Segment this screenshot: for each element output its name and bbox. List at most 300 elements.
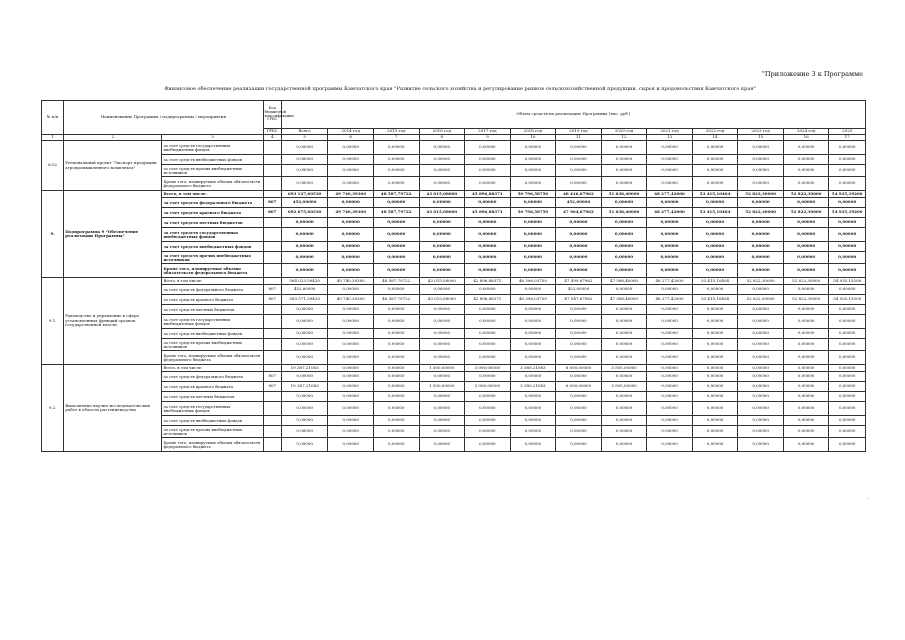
year-header: 2025 bbox=[829, 129, 866, 135]
amount-cell: 0,00000 bbox=[829, 242, 866, 252]
amount-cell: 0,00000 bbox=[738, 285, 784, 295]
amount-cell: 0,00000 bbox=[328, 242, 374, 252]
amount-cell: 0,00000 bbox=[510, 351, 556, 365]
amount-cell: 0,00000 bbox=[783, 198, 829, 208]
amount-cell: 0,00000 bbox=[601, 252, 647, 264]
amount-cell: 0,00000 bbox=[419, 372, 465, 382]
amount-cell: 0,00000 bbox=[510, 242, 556, 252]
year-header: 2023 год bbox=[738, 129, 784, 135]
financing-table bbox=[41, 100, 866, 452]
amount-cell: 0,00000 bbox=[692, 177, 738, 191]
amount-cell: 0,00000 bbox=[373, 329, 419, 339]
amount-cell: 51 038,40000 bbox=[601, 208, 647, 218]
table-row bbox=[42, 295, 866, 305]
amount-cell: 0,00000 bbox=[647, 198, 693, 208]
grbs-code bbox=[263, 278, 281, 285]
amount-cell: 0,00000 bbox=[829, 402, 866, 416]
amount-cell: 0,00000 bbox=[783, 372, 829, 382]
column-index: 6 bbox=[328, 135, 374, 141]
funding-source: Кроме того, планируемые объемы обязательств федерального бюджета bbox=[162, 264, 263, 278]
program-name: Выполнение научно-исследовательских работ в области растениеводства bbox=[64, 365, 162, 452]
amount-cell: 0,00000 bbox=[328, 438, 374, 452]
amount-cell: 0,00000 bbox=[328, 392, 374, 402]
amount-cell: 0,00000 bbox=[829, 438, 866, 452]
amount-cell: 0,00000 bbox=[738, 228, 784, 242]
amount-cell: 0,00000 bbox=[510, 392, 556, 402]
funding-source: за счет средств внебюджетных фондов bbox=[162, 416, 263, 426]
row-number: 9.2. bbox=[42, 365, 64, 452]
amount-cell: 0,00000 bbox=[373, 242, 419, 252]
amount-cell: 0,00000 bbox=[829, 228, 866, 242]
year-header: 2014 год bbox=[328, 129, 374, 135]
amount-cell: 0,00000 bbox=[465, 198, 511, 208]
amount-cell: 0,00000 bbox=[465, 218, 511, 228]
col-grbs-header: Код бюджетной классификации ГРБС bbox=[263, 101, 281, 129]
amount-cell: 0,00000 bbox=[738, 264, 784, 278]
table-row bbox=[42, 228, 866, 242]
funding-source: за счет средств внебюджетных фондов bbox=[162, 242, 263, 252]
table-row bbox=[42, 141, 866, 155]
column-index: 12 bbox=[601, 135, 647, 141]
amount-cell: 0,00000 bbox=[465, 416, 511, 426]
col-grbs-short: ГРБС bbox=[263, 129, 281, 135]
amount-cell: 692 675,60530 bbox=[281, 208, 328, 218]
amount-cell: 0,00000 bbox=[647, 402, 693, 416]
amount-cell: 0,00000 bbox=[328, 177, 374, 191]
amount-cell: 0,00000 bbox=[647, 228, 693, 242]
amount-cell: 47 586,40000 bbox=[601, 295, 647, 305]
amount-cell: 0,00000 bbox=[556, 392, 602, 402]
amount-cell: 0,00000 bbox=[647, 416, 693, 426]
amount-cell: 52 822,30000 bbox=[783, 278, 829, 285]
table-row bbox=[42, 382, 866, 392]
amount-cell: 0,00000 bbox=[373, 141, 419, 155]
grbs-code bbox=[263, 365, 281, 372]
amount-cell: 0,00000 bbox=[647, 264, 693, 278]
funding-source: Всего, в том числе: bbox=[162, 365, 263, 372]
amount-cell: 0,00000 bbox=[601, 438, 647, 452]
amount-cell: 0,00000 bbox=[328, 155, 374, 165]
amount-cell: 0,00000 bbox=[692, 218, 738, 228]
grbs-code bbox=[263, 351, 281, 365]
amount-cell: 0,00000 bbox=[783, 165, 829, 177]
amount-cell: 0,00000 bbox=[783, 382, 829, 392]
amount-cell: 0,00000 bbox=[783, 155, 829, 165]
amount-cell: 0,00000 bbox=[692, 416, 738, 426]
table-row bbox=[42, 351, 866, 365]
amount-cell: 0,00000 bbox=[692, 392, 738, 402]
amount-cell: 0,00000 bbox=[510, 402, 556, 416]
amount-cell: 0,00000 bbox=[419, 438, 465, 452]
grbs-code bbox=[263, 339, 281, 351]
amount-cell: 0,00000 bbox=[465, 242, 511, 252]
amount-cell: 48 277,42000 bbox=[647, 191, 693, 198]
amount-cell: 0,00000 bbox=[510, 315, 556, 329]
amount-cell: 0,00000 bbox=[328, 165, 374, 177]
amount-cell: 0,00000 bbox=[829, 285, 866, 295]
grbs-code: 807 bbox=[263, 285, 281, 295]
amount-cell: 0,00000 bbox=[692, 315, 738, 329]
table-row bbox=[42, 165, 866, 177]
amount-cell: 0,00000 bbox=[419, 305, 465, 315]
program-name: Руководство и управление в сфере установленных функций органов государственной власти bbox=[64, 278, 162, 365]
amount-cell: 0,00000 bbox=[373, 438, 419, 452]
funding-source: за счет средств государственных внебюджетных фондов bbox=[162, 228, 263, 242]
column-index: 4 bbox=[263, 135, 281, 141]
funding-source: за счет средств прочих внебюджетных источников bbox=[162, 339, 263, 351]
column-index: 8 bbox=[419, 135, 465, 141]
amount-cell: 0,00000 bbox=[510, 264, 556, 278]
amount-cell: 0,00000 bbox=[465, 252, 511, 264]
amount-cell: 0,00000 bbox=[328, 416, 374, 426]
amount-cell: 0,00000 bbox=[692, 402, 738, 416]
column-index: 7 bbox=[373, 135, 419, 141]
amount-cell: 43 015,08000 bbox=[419, 295, 465, 305]
amount-cell: 53 415,10404 bbox=[692, 191, 738, 198]
year-header: 2018 год bbox=[510, 129, 556, 135]
amount-cell: 0,00000 bbox=[601, 315, 647, 329]
funding-source: за счет средств местных бюджетов bbox=[162, 305, 263, 315]
table-body bbox=[42, 141, 866, 452]
amount-cell: 1 500,00000 bbox=[419, 382, 465, 392]
amount-cell: 0,00000 bbox=[419, 426, 465, 438]
amount-cell: 0,00000 bbox=[556, 165, 602, 177]
amount-cell: 0,00000 bbox=[738, 392, 784, 402]
amount-cell: 0,00000 bbox=[556, 438, 602, 452]
amount-cell: 0,00000 bbox=[556, 339, 602, 351]
amount-cell: 0,00000 bbox=[692, 165, 738, 177]
amount-cell: 50 796,58750 bbox=[510, 191, 556, 198]
amount-cell: 0,00000 bbox=[738, 315, 784, 329]
funding-source: за счет средств государственных внебюджетных фондов bbox=[162, 141, 263, 155]
grbs-code bbox=[263, 438, 281, 452]
amount-cell: 0,00000 bbox=[601, 305, 647, 315]
amount-cell: 0,00000 bbox=[829, 372, 866, 382]
amount-cell: 0,00000 bbox=[281, 339, 328, 351]
amount-cell: 0,00000 bbox=[556, 329, 602, 339]
amount-cell: 0,00000 bbox=[738, 351, 784, 365]
amount-cell: 0,00000 bbox=[281, 438, 328, 452]
amount-cell: 0,00000 bbox=[647, 438, 693, 452]
amount-cell: 0,00000 bbox=[601, 165, 647, 177]
amount-cell: 0,00000 bbox=[510, 198, 556, 208]
amount-cell: 47 047,67962 bbox=[556, 295, 602, 305]
amount-cell: 3 505,00000 bbox=[601, 365, 647, 372]
amount-cell: 0,00000 bbox=[328, 315, 374, 329]
amount-cell: 49 740,39300 bbox=[328, 191, 374, 198]
amount-cell: 51 038,40000 bbox=[601, 191, 647, 198]
amount-cell: 0,00000 bbox=[556, 426, 602, 438]
amount-cell: 0,00000 bbox=[647, 365, 693, 372]
table-row bbox=[42, 372, 866, 382]
table-row bbox=[42, 285, 866, 295]
amount-cell: 0,00000 bbox=[328, 426, 374, 438]
amount-cell: 0,00000 bbox=[281, 315, 328, 329]
amount-cell: 0,00000 bbox=[783, 402, 829, 416]
amount-cell: 0,00000 bbox=[465, 329, 511, 339]
amount-cell: 0,00000 bbox=[783, 285, 829, 295]
amount-cell: 0,00000 bbox=[281, 351, 328, 365]
amount-cell: 0,00000 bbox=[829, 141, 866, 155]
amount-cell: 0,00000 bbox=[692, 339, 738, 351]
amount-cell: 0,00000 bbox=[692, 438, 738, 452]
funding-source: Кроме того, планируемые объемы обязательств федерального бюджета bbox=[162, 351, 263, 365]
amount-cell: 0,00000 bbox=[647, 242, 693, 252]
amount-cell: 53 415,10404 bbox=[692, 278, 738, 285]
amount-cell: 0,00000 bbox=[647, 285, 693, 295]
amount-cell: 3 000,00000 bbox=[465, 382, 511, 392]
amount-cell: 584 023,59420 bbox=[281, 278, 328, 285]
amount-cell: 0,00000 bbox=[829, 392, 866, 402]
year-header: 2024 год bbox=[783, 129, 829, 135]
amount-cell: 0,00000 bbox=[373, 264, 419, 278]
amount-cell: 48 416,67962 bbox=[556, 191, 602, 198]
amount-cell: 3 000,00000 bbox=[465, 365, 511, 372]
column-index: 13 bbox=[647, 135, 693, 141]
amount-cell: 0,00000 bbox=[465, 426, 511, 438]
amount-cell: 0,00000 bbox=[465, 339, 511, 351]
document-caption: Финансовое обеспечение реализации государственной программы Камчатского края "Развитие сельского хозяйства и регулирование рынков сельскохозяйственной продукции, сырья и продовольствия Камчатского края" bbox=[164, 86, 756, 92]
funding-source: за счет средств внебюджетных фондов bbox=[162, 155, 263, 165]
amount-cell: 0,00000 bbox=[692, 252, 738, 264]
amount-cell: 0,00000 bbox=[829, 339, 866, 351]
amount-cell: 0,00000 bbox=[601, 141, 647, 155]
column-index: 11 bbox=[556, 135, 602, 141]
amount-cell: 45 896,88371 bbox=[465, 191, 511, 198]
grbs-code: 807 bbox=[263, 372, 281, 382]
amount-cell: 0,00000 bbox=[829, 416, 866, 426]
amount-cell: 0,00000 bbox=[373, 252, 419, 264]
amount-cell: 0,00000 bbox=[419, 198, 465, 208]
funding-source: за счет средств прочих внебюджетных источников bbox=[162, 165, 263, 177]
funding-source: за счет средств прочих внебюджетных источников bbox=[162, 252, 263, 264]
funding-source: Всего, в том числе: bbox=[162, 278, 263, 285]
amount-cell: 0,00000 bbox=[692, 426, 738, 438]
amount-cell: 0,00000 bbox=[783, 242, 829, 252]
amount-cell: 0,00000 bbox=[738, 252, 784, 264]
amount-cell: 0,00000 bbox=[373, 416, 419, 426]
amount-cell: 48 277,42000 bbox=[647, 278, 693, 285]
amount-cell: 0,00000 bbox=[829, 252, 866, 264]
amount-cell: 53 415,10404 bbox=[692, 208, 738, 218]
amount-cell: 0,00000 bbox=[373, 305, 419, 315]
amount-cell: 0,00000 bbox=[281, 177, 328, 191]
amount-cell: 0,00000 bbox=[419, 402, 465, 416]
amount-cell: 0,00000 bbox=[373, 315, 419, 329]
amount-cell: 0,00000 bbox=[829, 264, 866, 278]
table-row bbox=[42, 392, 866, 402]
amount-cell: 0,00000 bbox=[281, 305, 328, 315]
amount-cell: 0,00000 bbox=[419, 218, 465, 228]
amount-cell: 0,00000 bbox=[601, 351, 647, 365]
amount-cell: 0,00000 bbox=[510, 218, 556, 228]
amount-cell: 3 380,21083 bbox=[510, 365, 556, 372]
amount-cell: 0,00000 bbox=[783, 141, 829, 155]
amount-cell: 0,00000 bbox=[783, 426, 829, 438]
amount-cell: 0,00000 bbox=[510, 329, 556, 339]
amount-cell: 0,00000 bbox=[419, 416, 465, 426]
amount-cell: 43 015,08000 bbox=[419, 278, 465, 285]
amount-cell: 0,00000 bbox=[601, 329, 647, 339]
amount-cell: 0,00000 bbox=[692, 264, 738, 278]
amount-cell: 0,00000 bbox=[556, 416, 602, 426]
funding-source: за счет средств краевого бюджета bbox=[162, 382, 263, 392]
amount-cell: 0,00000 bbox=[829, 218, 866, 228]
grbs-code bbox=[263, 165, 281, 177]
amount-cell: 0,00000 bbox=[510, 155, 556, 165]
column-index: 16 bbox=[783, 135, 829, 141]
amount-cell: 0,00000 bbox=[738, 438, 784, 452]
amount-cell: 43 015,08000 bbox=[419, 208, 465, 218]
table-row bbox=[42, 339, 866, 351]
amount-cell: 0,00000 bbox=[556, 242, 602, 252]
grbs-code bbox=[263, 426, 281, 438]
amount-cell: 0,00000 bbox=[510, 177, 556, 191]
funding-source: Всего, в том числе: bbox=[162, 191, 263, 198]
grbs-code bbox=[263, 155, 281, 165]
amount-cell: 0,00000 bbox=[281, 242, 328, 252]
amount-cell: 0,00000 bbox=[510, 252, 556, 264]
amount-cell: 0,00000 bbox=[510, 372, 556, 382]
amount-cell: 53 415,10404 bbox=[692, 295, 738, 305]
amount-cell: 0,00000 bbox=[738, 426, 784, 438]
funding-source: за счет средств краевого бюджета bbox=[162, 208, 263, 218]
amount-cell: 0,00000 bbox=[601, 416, 647, 426]
table-row bbox=[42, 365, 866, 372]
funding-source: за счет средств внебюджетных фондов bbox=[162, 329, 263, 339]
amount-cell: 0,00000 bbox=[601, 218, 647, 228]
amount-cell: 0,00000 bbox=[829, 198, 866, 208]
row-number: 6.02 bbox=[42, 141, 64, 191]
amount-cell: 0,00000 bbox=[647, 165, 693, 177]
amount-cell: 52 822,30000 bbox=[738, 208, 784, 218]
amount-cell: 47 499,67962 bbox=[556, 278, 602, 285]
amount-cell: 42 896,88371 bbox=[465, 278, 511, 285]
amount-cell: 0,00000 bbox=[556, 155, 602, 165]
funding-source: за счет средств государственных внебюджетных фондов bbox=[162, 402, 263, 416]
amount-cell: 0,00000 bbox=[738, 177, 784, 191]
amount-cell: 0,00000 bbox=[601, 426, 647, 438]
amount-cell: 0,00000 bbox=[829, 351, 866, 365]
funding-source: за счет средств местных бюджетов bbox=[162, 392, 263, 402]
funding-source: за счет средств федерального бюджета bbox=[162, 372, 263, 382]
amount-cell: 0,00000 bbox=[647, 426, 693, 438]
amount-cell: 0,00000 bbox=[328, 198, 374, 208]
amount-cell: 0,00000 bbox=[738, 242, 784, 252]
grbs-code bbox=[263, 315, 281, 329]
amount-cell: 0,00000 bbox=[738, 329, 784, 339]
amount-cell: 0,00000 bbox=[556, 228, 602, 242]
amount-cell: 0,00000 bbox=[328, 402, 374, 416]
amount-cell: 0,00000 bbox=[281, 426, 328, 438]
amount-cell: 0,00000 bbox=[692, 351, 738, 365]
amount-cell: 0,00000 bbox=[783, 315, 829, 329]
amount-cell: 0,00000 bbox=[465, 165, 511, 177]
amount-cell: 52 822,30000 bbox=[738, 191, 784, 198]
amount-cell: 0,00000 bbox=[647, 351, 693, 365]
table-row bbox=[42, 218, 866, 228]
amount-cell: 0,00000 bbox=[556, 141, 602, 155]
amount-cell: 0,00000 bbox=[373, 285, 419, 295]
amount-cell: 0,00000 bbox=[601, 372, 647, 382]
amount-cell: 0,00000 bbox=[281, 218, 328, 228]
amount-cell: 0,00000 bbox=[281, 402, 328, 416]
amount-cell: 0,00000 bbox=[829, 315, 866, 329]
amount-cell: 0,00000 bbox=[783, 218, 829, 228]
amount-cell: 0,00000 bbox=[373, 228, 419, 242]
grbs-code bbox=[263, 305, 281, 315]
amount-cell: 0,00000 bbox=[510, 426, 556, 438]
amount-cell: 0,00000 bbox=[829, 382, 866, 392]
table-row bbox=[42, 315, 866, 329]
amount-cell: 0,00000 bbox=[601, 242, 647, 252]
amount-cell: 48 587,79722 bbox=[373, 278, 419, 285]
grbs-code: 807 bbox=[263, 382, 281, 392]
amount-cell: 0,00000 bbox=[373, 351, 419, 365]
grbs-code bbox=[263, 242, 281, 252]
amount-cell: 0,00000 bbox=[510, 141, 556, 155]
grbs-code bbox=[263, 416, 281, 426]
amount-cell: 0,00000 bbox=[647, 305, 693, 315]
table-row bbox=[42, 305, 866, 315]
column-index: 9 bbox=[465, 135, 511, 141]
amount-cell: 0,00000 bbox=[419, 285, 465, 295]
grbs-code bbox=[263, 264, 281, 278]
amount-cell: 48 277,42000 bbox=[647, 295, 693, 305]
funding-source: Кроме того, планируемые объемы обязательств федерального бюджета bbox=[162, 438, 263, 452]
amount-cell: 0,00000 bbox=[601, 264, 647, 278]
amount-cell: 46 396,03750 bbox=[510, 295, 556, 305]
amount-cell: 0,00000 bbox=[556, 305, 602, 315]
amount-cell: 0,00000 bbox=[738, 402, 784, 416]
grbs-code: 807 bbox=[263, 198, 281, 208]
amount-cell: 48 587,79722 bbox=[373, 191, 419, 198]
amount-cell: 0,00000 bbox=[373, 177, 419, 191]
table-row bbox=[42, 264, 866, 278]
amount-cell: 0,00000 bbox=[465, 155, 511, 165]
amount-cell: 1 500,00000 bbox=[419, 365, 465, 372]
amount-cell: 0,00000 bbox=[647, 329, 693, 339]
amount-cell: 0,00000 bbox=[692, 228, 738, 242]
amount-cell: 0,00000 bbox=[647, 372, 693, 382]
amount-cell: 0,00000 bbox=[783, 416, 829, 426]
amount-cell: 0,00000 bbox=[373, 426, 419, 438]
amount-cell: 0,00000 bbox=[692, 242, 738, 252]
amount-cell: 0,00000 bbox=[419, 252, 465, 264]
table-row bbox=[42, 191, 866, 198]
grbs-code bbox=[263, 329, 281, 339]
amount-cell: 0,00000 bbox=[465, 177, 511, 191]
amount-cell: 0,00000 bbox=[783, 351, 829, 365]
amount-cell: 3 380,21083 bbox=[510, 382, 556, 392]
amount-cell: 0,00000 bbox=[465, 141, 511, 155]
amount-cell: 0,00000 bbox=[647, 382, 693, 392]
table-row bbox=[42, 155, 866, 165]
amount-cell: 452,00000 bbox=[281, 198, 328, 208]
amount-cell: 0,00000 bbox=[556, 351, 602, 365]
column-index: 17 bbox=[829, 135, 866, 141]
amount-cell: 0,00000 bbox=[328, 351, 374, 365]
amount-cell: 0,00000 bbox=[373, 155, 419, 165]
amount-cell: 0,00000 bbox=[601, 177, 647, 191]
amount-cell: 0,00000 bbox=[647, 339, 693, 351]
amount-cell: 0,00000 bbox=[510, 228, 556, 242]
program-name: Подпрограмма 9 "Обеспечение реализации Программы" bbox=[64, 191, 162, 278]
amount-cell: 0,00000 bbox=[419, 155, 465, 165]
amount-cell: 0,00000 bbox=[281, 252, 328, 264]
amount-cell: 0,00000 bbox=[419, 242, 465, 252]
amount-cell: 0,00000 bbox=[510, 339, 556, 351]
